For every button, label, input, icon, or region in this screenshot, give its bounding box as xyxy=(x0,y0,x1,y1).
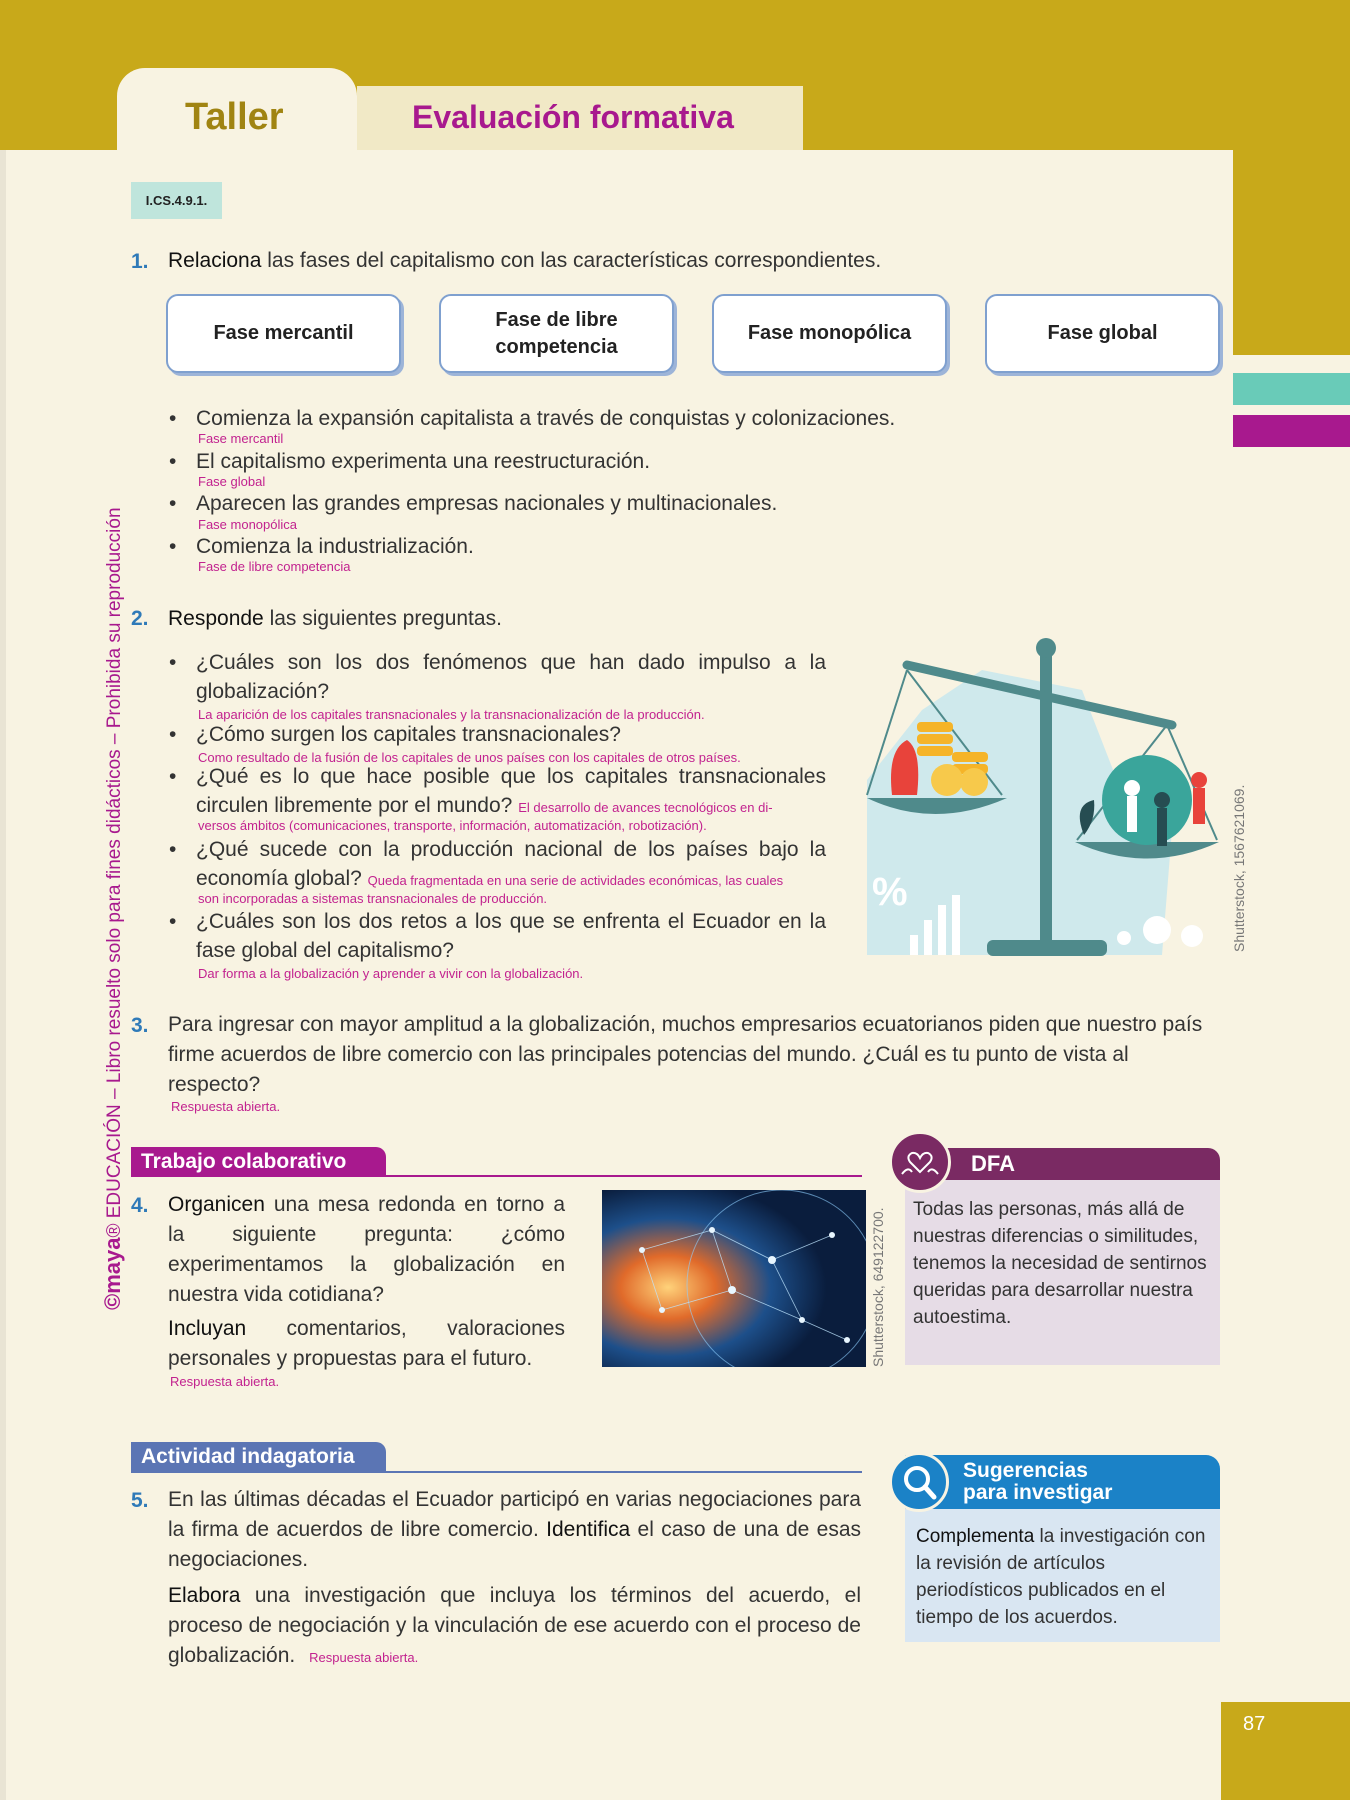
q1-answer-3: Fase monopólica xyxy=(198,517,297,532)
q2-answer-3b: versos ámbitos (comunicaciones, transporte, información, automatización, robotización). xyxy=(198,818,707,833)
q4-verb-2: Incluyan xyxy=(168,1317,247,1340)
q5-p2: una investigación que incluya los términos del acuerdo, el proceso de negociación y la vinculación de ese acuerdo con el proceso de globalización. xyxy=(168,1584,861,1667)
person-icon xyxy=(1191,772,1207,788)
q4-verb-1: Organicen xyxy=(168,1193,265,1216)
dot-icon xyxy=(1181,925,1203,947)
dot-icon xyxy=(1117,931,1131,945)
q1-answer-1: Fase mercantil xyxy=(198,431,284,446)
coin-stack xyxy=(952,752,988,762)
q1-item-1: • Comienza la expansión capitalista a través de conquistas y colonizaciones. xyxy=(196,404,895,434)
q2-item-1: • ¿Cuáles son los dos fenómenos que han dado impulso a la globalización? xyxy=(196,648,826,706)
percent-icon: % xyxy=(872,870,908,914)
sugerencias-verb: Complementa xyxy=(916,1526,1035,1547)
hands-heart-icon xyxy=(889,1131,951,1193)
chat-icon xyxy=(1143,916,1171,944)
q2-answer-2: Como resultado de la fusión de los capitales de unos países con los capitales de otros países. xyxy=(198,750,741,765)
scale-image-credit: Shutterstock, 1567621069. xyxy=(1231,784,1247,952)
tab-evaluacion xyxy=(357,86,803,150)
magnifier-glyph xyxy=(892,1455,946,1509)
q5-p1-b: el caso de una de esas negociaciones. xyxy=(168,1518,861,1571)
bar-icon xyxy=(910,935,918,955)
network-globe-photo xyxy=(602,1190,866,1367)
q5-verb-1: Identifica xyxy=(546,1518,631,1541)
q3-answer: Respuesta abierta. xyxy=(171,1099,281,1114)
tab-taller xyxy=(117,68,357,158)
q2-item-2: • ¿Cómo surgen los capitales transnacionales? xyxy=(196,720,826,749)
page-edge xyxy=(0,0,6,1800)
q4-text-1 xyxy=(168,1190,565,1310)
q1-item-2: • El capitalismo experimenta una reestructuración. xyxy=(196,447,650,477)
person-icon xyxy=(1127,796,1137,832)
dfa-body: Todas las personas, más allá de nuestras diferencias o similitudes, tenemos la necesidad de sentirnos queridas para desarrollar nuestra autoestima. xyxy=(905,1180,1220,1365)
q2-answer-1: La aparición de los capitales transnacionales y la transnacionalización de la producción. xyxy=(198,707,705,722)
q1-number: 1. xyxy=(131,250,149,273)
q2-answer-4b: son incorporadas a sistemas transnacionales de producción. xyxy=(198,891,548,906)
trabajo-divider xyxy=(131,1175,862,1177)
coin-icon xyxy=(931,764,963,796)
q5-number: 5. xyxy=(131,1489,149,1512)
scale-illustration xyxy=(862,630,1232,960)
coin-stack xyxy=(917,722,953,732)
q2-item-3-text: ¿Qué es lo que hace posible que los capitales transnacionales circulen libremente por el mundo? xyxy=(196,765,826,817)
network-image-credit: Shutterstock, 649122700. xyxy=(870,1207,886,1367)
tab-evaluacion-label: Evaluación formativa xyxy=(412,99,734,135)
side-band xyxy=(1233,0,1350,355)
coin-stack xyxy=(917,734,953,744)
magnifier-icon xyxy=(889,1452,949,1512)
q2-item-4-text: ¿Qué sucede con la producción nacional de los países bajo la economía global? xyxy=(196,838,826,890)
phase-box-global: Fase global xyxy=(985,294,1220,373)
sugerencias-body xyxy=(905,1509,1220,1642)
bar-icon xyxy=(938,905,946,955)
q3-number: 3. xyxy=(131,1014,149,1037)
page-number-box xyxy=(1221,1702,1350,1800)
q5-paragraph-1 xyxy=(168,1485,861,1575)
phase-box-mercantil: Fase mercantil xyxy=(166,294,401,373)
indicator-code: I.CS.4.9.1. xyxy=(131,182,222,219)
scale-top xyxy=(1036,638,1056,658)
photo-background xyxy=(602,1190,866,1367)
side-tab-teal xyxy=(1233,373,1350,405)
bar-icon xyxy=(924,920,932,955)
q1-item-3: • Aparecen las grandes empresas nacionales y multinacionales. xyxy=(196,489,777,519)
side-tab-magenta xyxy=(1233,415,1350,447)
q4-text-2 xyxy=(168,1314,565,1374)
q1-statement xyxy=(168,246,1218,276)
q2-statement xyxy=(168,604,868,634)
q1-item-4: • Comienza la industrialización. xyxy=(196,532,474,562)
q2-answer-4a: Queda fragmentada en una serie de actividades económicas, las cuales xyxy=(367,873,784,888)
q2-number: 2. xyxy=(131,607,149,630)
sugerencias-title-1: Sugerencias xyxy=(963,1459,1088,1482)
q2-rest: las siguientes preguntas. xyxy=(263,607,502,630)
q2-answer-5: Dar forma a la globalización y aprender a vivir con la globalización. xyxy=(198,966,584,981)
scale-base xyxy=(987,940,1107,956)
q4-rest-1: una mesa redonda en torno a la siguiente pregunta: ¿cómo experimentamos la globalización en nuestra vida cotidiana? xyxy=(168,1193,565,1306)
person-icon xyxy=(1193,788,1205,824)
person-icon xyxy=(1124,780,1140,796)
q5-verb-2: Elabora xyxy=(168,1584,241,1607)
person-icon xyxy=(1154,792,1170,808)
side-credit xyxy=(100,480,126,1310)
side-credit-text: ® EDUCACIÓN – Libro resuelto solo para fines didácticos – Prohibida su reproducción xyxy=(104,507,125,1238)
sugerencias-header xyxy=(905,1455,1220,1509)
coin-icon xyxy=(960,768,988,796)
bar-icon xyxy=(952,895,960,955)
dfa-header: DFA xyxy=(905,1148,1220,1180)
actividad-indagatoria-header: Actividad indagatoria xyxy=(131,1442,386,1472)
indagatoria-divider xyxy=(131,1471,862,1473)
q4-rest-2: comentarios, valoraciones personales y propuestas para el futuro. xyxy=(168,1317,565,1370)
phase-box-monopolica: Fase monopólica xyxy=(712,294,947,373)
q4-number: 4. xyxy=(131,1194,149,1217)
q1-answer-2: Fase global xyxy=(198,474,266,489)
q1-verb: Relaciona xyxy=(168,249,262,272)
q2-item-5: • ¿Cuáles son los dos retos a los que se enfrenta el Ecuador en la fase global del capitalismo? xyxy=(196,907,826,965)
tab-taller-label: Taller xyxy=(185,96,284,138)
sugerencias-text: la investigación con la revisión de artículos periodísticos publicados en el tiempo de los acuerdos. xyxy=(916,1526,1206,1628)
q5-p1-a: En las últimas décadas el Ecuador participó en varias negociaciones para la firma de acuerdos de libre comercio. xyxy=(168,1488,861,1541)
q2-answer-3a: El desarrollo de avances tecnológicos en di- xyxy=(518,800,773,815)
q4-answer: Respuesta abierta. xyxy=(170,1374,280,1389)
q5-answer: Respuesta abierta. xyxy=(309,1650,419,1665)
sugerencias-title-2: para investigar xyxy=(963,1481,1113,1504)
q2-verb: Responde xyxy=(168,607,264,630)
q1-rest: las fases del capitalismo con las características correspondientes. xyxy=(261,249,882,272)
trabajo-colaborativo-header: Trabajo colaborativo xyxy=(131,1147,386,1177)
q1-answer-4: Fase de libre competencia xyxy=(198,559,351,574)
q2-item-3 xyxy=(196,762,826,822)
q5-paragraph-2 xyxy=(168,1581,861,1673)
hands-heart-glyph xyxy=(892,1134,948,1190)
page-number: 87 xyxy=(1243,1713,1266,1735)
coin-stack xyxy=(917,746,953,756)
side-credit-brand: ©maya xyxy=(100,1237,125,1310)
q2-item-4 xyxy=(196,835,826,895)
person-icon xyxy=(1157,808,1167,846)
globe-icon xyxy=(1102,755,1192,845)
q3-text: Para ingresar con mayor amplitud a la globalización, muchos empresarios ecuatorianos piden que nuestro país firme acuerdos de libre comercio con las principales potencias del mundo. ¿Cuál es tu punto de vista al respecto? xyxy=(168,1013,1203,1096)
phase-box-libre-competencia: Fase de libre competencia xyxy=(439,294,674,373)
